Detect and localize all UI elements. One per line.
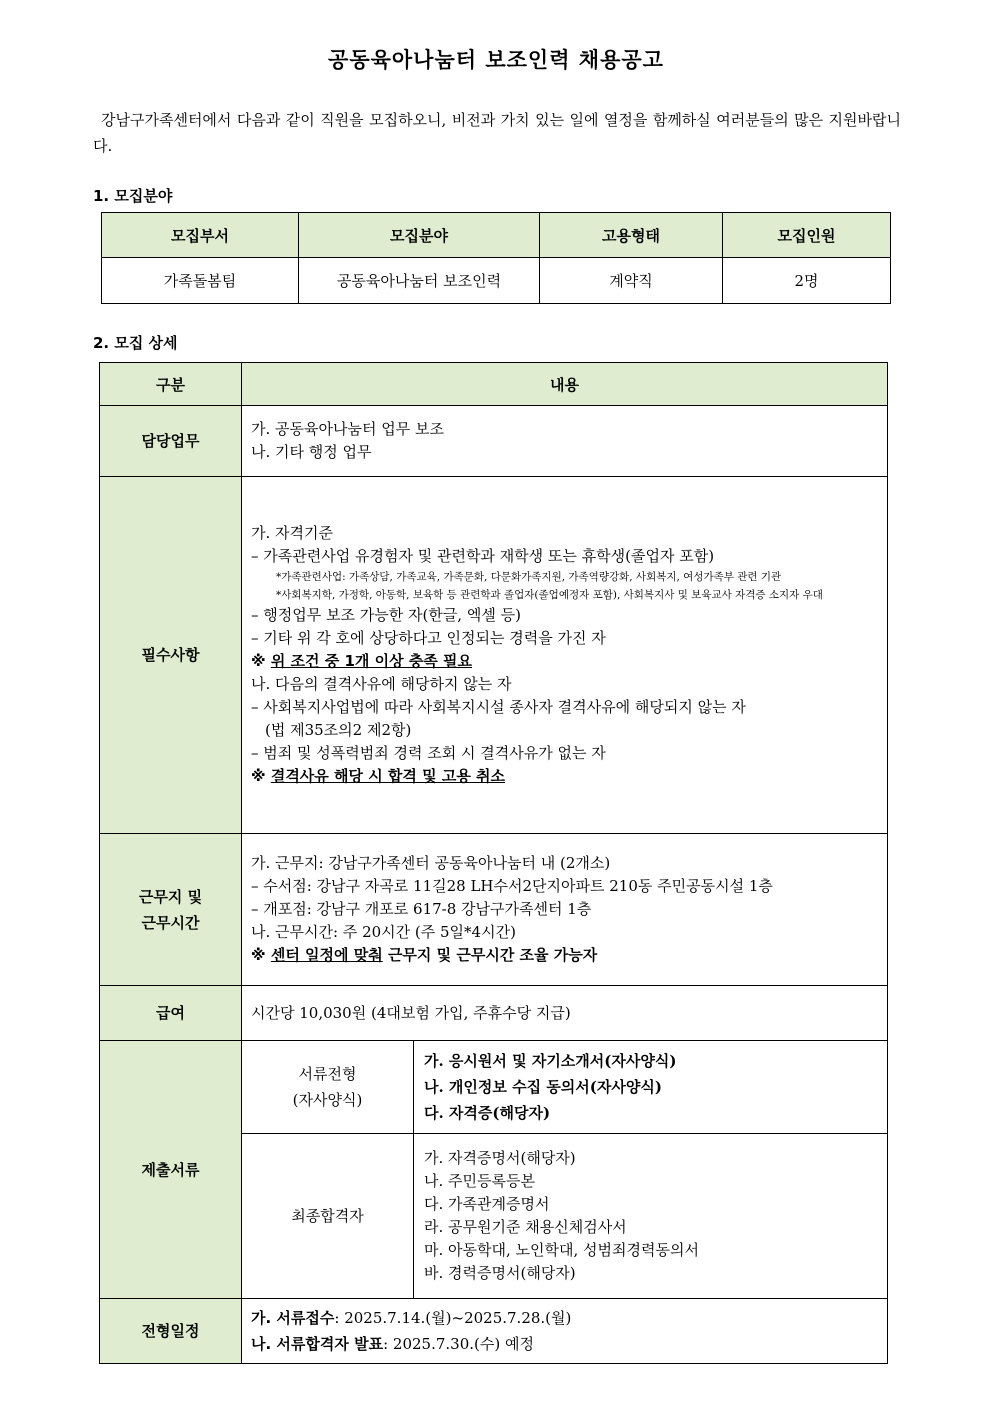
final-items (414, 1133, 888, 1298)
required-line: (법 제35조의2 제2항) (265, 721, 412, 739)
screening-item: 나. 개인정보 수집 동의서(자사양식) (424, 1077, 662, 1096)
label-required: 필수사항 (100, 477, 242, 834)
schedule-item-value: : 2025.7.14.(월)~2025.7.28.(월) (334, 1309, 572, 1327)
schedule-item-label: 나. 서류합격자 발표 (251, 1335, 384, 1353)
final-item: 라. 공무원기준 채용신체검사서 (424, 1217, 627, 1236)
required-line: – 가족관련사업 유경험자 및 관련학과 재학생 또는 휴학생(졸업자 포함) (251, 547, 715, 565)
notice-rest: 근무지 및 근무시간 조율 가능자 (382, 946, 598, 964)
notice-underlined: 센터 일정에 맞춰 (270, 946, 383, 964)
workplace-notice (251, 944, 879, 967)
label-documents: 제출서류 (100, 1041, 242, 1299)
table-row (102, 258, 891, 304)
intro-paragraph: 강남구가족센터에서 다음과 같이 직원을 모집하오니, 비전과 가치 있는 일에 열정을 함께하실 여러분들의 많은 지원바랍니다. (93, 111, 901, 155)
required-notice (251, 765, 879, 788)
screening-label (242, 1041, 414, 1133)
screening-item: 다. 자격증(해당자) (424, 1103, 551, 1122)
section-heading-recruit-field: 1. 모집분야 (93, 187, 173, 205)
label-workplace-line1: 근무지 및 (138, 887, 203, 906)
final-label: 최종합격자 (242, 1133, 414, 1298)
documents-final-row (242, 1133, 887, 1298)
workplace-line: – 수서점: 강남구 자곡로 11길28 LH수서2단지아파트 210동 주민공동시설 1층 (251, 877, 773, 895)
header-field: 모집분야 (299, 213, 540, 258)
row-salary (100, 986, 888, 1041)
recruit-field-table (101, 212, 891, 304)
duty-line: 가. 공동육아나눔터 업무 보조 (251, 420, 444, 438)
notice-text: 결격사유 해당 시 합격 및 고용 취소 (270, 767, 506, 785)
documents-subtable (242, 1041, 887, 1298)
label-workplace (100, 834, 242, 986)
recruit-detail-table (99, 362, 888, 1364)
notice-text: 위 조건 중 1개 이상 충족 필요 (270, 652, 472, 670)
label-schedule: 전형일정 (100, 1299, 242, 1364)
header-headcount: 모집인원 (723, 213, 891, 258)
row-documents (100, 1041, 888, 1299)
label-workplace-line2: 근무시간 (141, 913, 200, 932)
section-heading-detail: 2. 모집 상세 (93, 334, 178, 352)
row-required (100, 477, 888, 834)
duty-content (242, 406, 888, 477)
final-item: 다. 가족관계증명서 (424, 1194, 550, 1213)
schedule-line (251, 1331, 879, 1357)
required-line: – 행정업무 보조 가능한 자(한글, 엑셀 등) (251, 606, 521, 624)
screening-label-line2: (자사양식) (292, 1090, 363, 1109)
salary-content: 시간당 10,030원 (4대보험 가입, 주휴수당 지급) (242, 986, 888, 1041)
header-content: 내용 (242, 363, 888, 406)
final-item: 바. 경력증명서(해당자) (424, 1263, 576, 1282)
cell-dept: 가족돌봄팀 (102, 258, 299, 304)
row-duty (100, 406, 888, 477)
screening-item: 가. 응시원서 및 자기소개서(자사양식) (424, 1051, 677, 1070)
workplace-content (242, 834, 888, 986)
label-duty: 담당업무 (100, 406, 242, 477)
required-line: – 기타 위 각 호에 상당하다고 인정되는 경력을 가진 자 (251, 629, 606, 647)
required-note: *사회복지학, 가정학, 아동학, 보육학 등 관련학과 졸업자(졸업예정자 포함), 사회복지사 및 보육교사 자격증 소지자 우대 (276, 589, 823, 601)
workplace-line: – 개포점: 강남구 개포로 617-8 강남구가족센터 1층 (251, 900, 592, 918)
required-notice (251, 650, 879, 673)
required-line: 가. 자격기준 (251, 524, 333, 542)
header-employment-type: 고용형태 (540, 213, 723, 258)
workplace-line: 가. 근무지: 강남구가족센터 공동육아나눔터 내 (2개소) (251, 854, 611, 872)
workplace-line: 나. 근무시간: 주 20시간 (주 5일*4시간) (251, 923, 516, 941)
notice-mark: ※ (251, 767, 266, 785)
header-dept: 모집부서 (102, 213, 299, 258)
duty-line: 나. 기타 행정 업무 (251, 443, 372, 461)
final-item: 나. 주민등록등본 (424, 1171, 535, 1190)
documents-cell (242, 1041, 888, 1299)
required-line: – 사회복지사업법에 따라 사회복지시설 종사자 결격사유에 해당되지 않는 자 (251, 698, 746, 716)
page-title: 공동육아나눔터 보조인력 채용공고 (328, 48, 664, 72)
notice-mark: ※ (251, 652, 266, 670)
label-salary: 급여 (100, 986, 242, 1041)
final-item: 마. 아동학대, 노인학대, 성범죄경력동의서 (424, 1240, 699, 1259)
schedule-item-value: : 2025.7.30.(수) 예정 (383, 1335, 534, 1353)
screening-label-line1: 서류전형 (298, 1064, 357, 1083)
schedule-item-label: 가. 서류접수 (251, 1309, 335, 1327)
required-content (242, 477, 888, 834)
cell-field: 공동육아나눔터 보조인력 (299, 258, 540, 304)
documents-screening-row (242, 1041, 887, 1133)
row-workplace (100, 834, 888, 986)
schedule-line (251, 1305, 879, 1331)
header-category: 구분 (100, 363, 242, 406)
table-header-row (102, 213, 891, 258)
cell-headcount: 2명 (723, 258, 891, 304)
required-line: 나. 다음의 결격사유에 해당하지 않는 자 (251, 675, 512, 693)
screening-items (414, 1041, 888, 1133)
schedule-content (242, 1299, 888, 1364)
cell-employment-type: 계약직 (540, 258, 723, 304)
final-item: 가. 자격증명서(해당자) (424, 1148, 576, 1167)
notice-mark: ※ (251, 946, 266, 964)
required-line: – 범죄 및 성폭력범죄 경력 조회 시 결격사유가 없는 자 (251, 744, 606, 762)
table-header-row (100, 363, 888, 406)
row-schedule (100, 1299, 888, 1364)
required-note: *가족관련사업: 가족상담, 가족교육, 가족문화, 다문화가족지원, 가족역량강화, 사회복지, 여성가족부 관련 기관 (276, 571, 782, 583)
